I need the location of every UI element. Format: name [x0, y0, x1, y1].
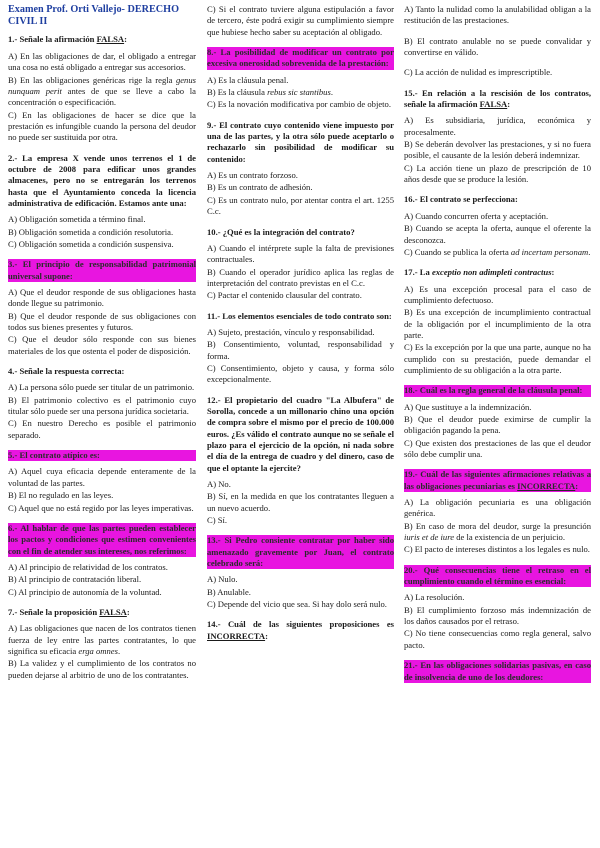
question-block	[404, 660, 591, 683]
answer-option: A) Que sustituye a la indemnización.	[404, 401, 532, 412]
answer-option: C) Depende del vicio que sea. Si hay dolo será nulo.	[207, 599, 387, 610]
question-block	[207, 120, 394, 218]
answer-option: A) Es una excepción procesal para el caso de cumplimiento defectuoso.	[404, 283, 591, 305]
question-stem: 16.- El contrato se perfecciona:	[404, 194, 518, 205]
answer-option: A) Cuando el intérprete suple la falta de previsiones contractuales.	[207, 242, 394, 265]
question-stem: 15.- En relación a la rescisión de los contratos, señale la afirmación FALSA:	[404, 87, 591, 110]
question-block	[404, 88, 591, 186]
answer-option: A) Al principio de relatividad de los contratos.	[8, 561, 168, 572]
question-stem: 21.- En las obligaciones solidarias pasivas, en caso de insolvencia de uno de los deudores:	[404, 660, 591, 682]
question-stem: 13.- Si Pedro consiente contratar por haber sido amenazado gravemente por Juan, el contrato celebrado será:	[207, 535, 394, 569]
answer-option: B) Cuando el operador jurídico aplica las reglas de interpretación del contrato previstas en el C.c.	[207, 266, 394, 288]
answer-option: B) El cumplimiento forzoso más indemnización de los daños causados por el retraso.	[404, 604, 591, 627]
question-stem: 8.- La posibilidad de modificar un contrato por excesiva onerosidad sobrevenida de la prestación:	[207, 47, 394, 69]
question-block	[207, 395, 394, 527]
question-stem: 14.- Cuál de las siguientes proposiciones es INCORRECTA:	[207, 619, 394, 641]
answer-option: B) El no regulado en las leyes.	[8, 490, 114, 501]
answer-option: C) En nuestro Derecho es posible el patrimonio separado.	[8, 418, 196, 440]
answer-option: A) Nulo.	[207, 574, 238, 585]
answer-option: B) Cuando se acepta la oferta, aunque el oferente la desconozca.	[404, 223, 591, 245]
answer-option: B) En caso de mora del deudor, surge la presunción iuris et de iure de la existencia de un perjuicio.	[404, 520, 591, 543]
answer-option: B) Se deberán devolver las prestaciones, y si no fuera posible, el causante de la lesión deberá indemnizar.	[404, 139, 591, 161]
question-block	[8, 153, 196, 251]
question-stem: 1.- Señale la afirmación FALSA:	[8, 34, 127, 45]
answer-option: A) La obligación pecuniaria es una obligación genérica.	[404, 497, 591, 519]
question-stem: 6.- Al hablar de que las partes pueden establecer los pactos y condiciones que estimen convenientes con el fin de atender sus intereses, nos referimos:	[8, 522, 196, 556]
continued-option: A) Tanto la nulidad como la anulabilidad obligan a la restitución de las prestaciones.	[404, 4, 591, 26]
answer-option: B) Obligación sometida a condición resolutoria.	[8, 226, 174, 237]
answer-option: C) Aquel que no está regido por las leyes imperativas.	[8, 502, 194, 513]
answer-option: A) Es la cláusula penal.	[207, 74, 289, 85]
continued-option: C) La acción de nulidad es imprescriptible.	[404, 67, 553, 78]
question-block	[207, 47, 394, 111]
answer-option: B) Es un contrato de adhesión.	[207, 182, 313, 193]
answer-option: B) Consentimiento, voluntad, responsabilidad y forma.	[207, 339, 394, 361]
answer-option: B) El patrimonio colectivo es el patrimonio cuyo titular sólo puede ser una persona jurídica societaria.	[8, 394, 196, 417]
answer-option: A) En las obligaciones de dar, el obligado a entregar una cosa no está obligado a entregar sus accesorios.	[8, 50, 196, 73]
answer-option: A) La resolución.	[404, 592, 465, 603]
answer-option: C) Sí.	[207, 515, 228, 526]
continued-option: C) Si el contrato tuviere alguna estipulación a favor de tercero, éste podrá exigir su cumplimiento siempre que hubiese hecho saber su aceptación al obligado.	[207, 4, 394, 37]
answer-option: C) Pactar el contenido clausular del contrato.	[207, 290, 362, 301]
question-block	[404, 565, 591, 651]
answer-option: A) Es subsidiaria, jurídica, económica y procesalmente.	[404, 115, 591, 137]
page-title: Examen Prof. Orti Vallejo- DERECHO CIVIL II	[8, 4, 180, 28]
question-block	[404, 385, 591, 460]
answer-option: B) Al principio de contratación liberal.	[8, 574, 142, 585]
answer-option: C) La acción tiene un plazo de prescripción de 10 años desde que se produce la lesión.	[404, 162, 591, 185]
question-block	[8, 34, 196, 143]
question-block	[8, 259, 196, 357]
question-block	[8, 607, 196, 681]
answer-option: C) Consentimiento, objeto y causa, y forma sólo excepcionalmente.	[207, 362, 394, 385]
question-stem: 9.- El contrato cuyo contenido viene impuesto por una de las partes, y la otra sólo puede aceptarlo o rechazarlo sin posibilidad de modificar su contenido:	[207, 119, 394, 164]
question-stem: 11.- Los elementos esenciales de todo contrato son:	[207, 310, 392, 321]
question-stem: 3.- El principio de responsabilidad patrimonial universal supone:	[8, 259, 196, 281]
question-block	[404, 469, 591, 555]
question-stem: 18.- Cuál es la regla general de la cláusula penal:	[404, 385, 591, 396]
answer-option: B) En las obligaciones genéricas rige la regla genus nunquam perit antes de que se lleve a cabo la concentración o especificación.	[8, 74, 196, 108]
answer-option: A) Las obligaciones que nacen de los contratos tienen fuerza de ley entre las partes contratantes, lo que significa su eficacia erga omnes.	[8, 623, 196, 656]
question-block	[404, 194, 591, 258]
question-stem: 12.- El propietario del cuadro "La Albufera" de Sorolla, concede a un millonario chino una opción de compra sobre el mismo por el precio de 100.000 euros. ¿Es válido el contrato aunque no se señale el plazo para el ejercicio de la opción, ni nada sobre el día de la entrega de cuadro y del dinero, caso de que el optante la ejercite?	[207, 394, 394, 473]
answer-option: B) Que el deudor responde de sus obligaciones con todos sus bienes presentes y futuros.	[8, 310, 196, 333]
question-block	[8, 523, 196, 598]
question-block	[8, 366, 196, 441]
answer-option: A) Cuando concurren oferta y aceptación.	[404, 210, 549, 221]
question-stem: 4.- Señale la respuesta correcta:	[8, 366, 125, 377]
answer-option: C) Que el deudor sólo responde con sus bienes materiales de los que ostenta el poder de disposición.	[8, 334, 196, 356]
question-block	[207, 619, 394, 642]
answer-option: B) Que el deudor puede eximirse de cumplir la obligación pagando la pena.	[404, 413, 591, 436]
answer-option: A) Sujeto, prestación, vínculo y responsabilidad.	[207, 326, 375, 337]
column-2	[207, 4, 394, 846]
answer-option: C) No tiene consecuencias como regla general, salvo pacto.	[404, 628, 591, 650]
answer-option: C) Obligación sometida a condición suspensiva.	[8, 238, 174, 249]
answer-option: A) No.	[207, 479, 231, 490]
answer-option: A) La persona sólo puede ser titular de un patrimonio.	[8, 382, 195, 393]
answer-option: C) Al principio de autonomía de la voluntad.	[8, 586, 162, 597]
question-stem: 17.- La exceptio non adimpleti contractus:	[404, 267, 555, 278]
answer-option: A) Aquel cuya eficacia depende enteramente de la voluntad de las partes.	[8, 466, 196, 488]
answer-option: B) Anulable.	[207, 586, 251, 597]
question-stem: 20.- Qué consecuencias tiene el retraso en el cumplimiento cuando el término es esencial:	[404, 564, 591, 587]
question-stem: 7.- Señale la proposición FALSA:	[8, 606, 130, 617]
question-block	[207, 535, 394, 610]
question-stem: 2.- La empresa X vende unos terrenos el 1 de octubre de 2008 para edificar unos grandes almacenes, pero no se entregarán los terrenos hasta que el Ayuntamiento conceda la licencia administrativa de edificación. Estamos ante una:	[8, 152, 196, 208]
question-block	[207, 311, 394, 386]
answer-option: A) Es un contrato forzoso.	[207, 170, 298, 181]
answer-option: C) Que existen dos prestaciones de las que el deudor sólo debe cumplir una.	[404, 437, 591, 459]
answer-option: B) Es la cláusula rebus sic stantibus.	[207, 87, 333, 98]
answer-option: C) Es la excepción por la que una parte, aunque no ha cumplido con su prestación, puede demandar el cumplimiento de su obligación a la otra parte.	[404, 342, 591, 375]
answer-option: C) El pacto de intereses distintos a los legales es nulo.	[404, 544, 590, 555]
answer-option: B) Es una excepción de incumplimiento contractual de la obligación por el incumplimiento de la otra parte.	[404, 307, 591, 340]
question-stem: 10.- ¿Qué es la integración del contrato?	[207, 226, 355, 237]
answer-option: C) Es la novación modificativa por cambio de objeto.	[207, 99, 391, 110]
column-3	[404, 4, 591, 846]
answer-option: C) Cuando se publica la oferta ad incertam personam.	[404, 246, 591, 257]
answer-option: C) Es un contrato nulo, por atentar contra el art. 1255 C.c.	[207, 194, 394, 217]
answer-option: B) Sí, en la medida en que los contratantes lleguen a un nuevo acuerdo.	[207, 491, 394, 513]
answer-option: A) Obligación sometida a término final.	[8, 214, 146, 225]
question-block	[404, 267, 591, 376]
question-stem: 19.- Cuál de las siguientes afirmaciones relativas a las obligaciones pecuniarias es INCORRECTA:	[404, 469, 591, 491]
answer-option: A) Que el deudor responde de sus obligaciones hasta donde llegue su patrimonio.	[8, 287, 196, 309]
column-1	[8, 4, 196, 846]
answer-option: C) En las obligaciones de hacer se dice que la prestación es infungible cuando la persona del deudor no puede ser sustituida por otra.	[8, 109, 196, 143]
question-block	[207, 227, 394, 302]
continued-option: B) El contrato anulable no se puede convalidar y convertirse en válido.	[404, 35, 591, 58]
question-block	[8, 450, 196, 514]
question-stem: 5.- El contrato atípico es:	[8, 450, 196, 461]
answer-option: B) La validez y el cumplimiento de los contratos no pueden dejarse al arbitrio de uno de los contratantes.	[8, 658, 196, 680]
